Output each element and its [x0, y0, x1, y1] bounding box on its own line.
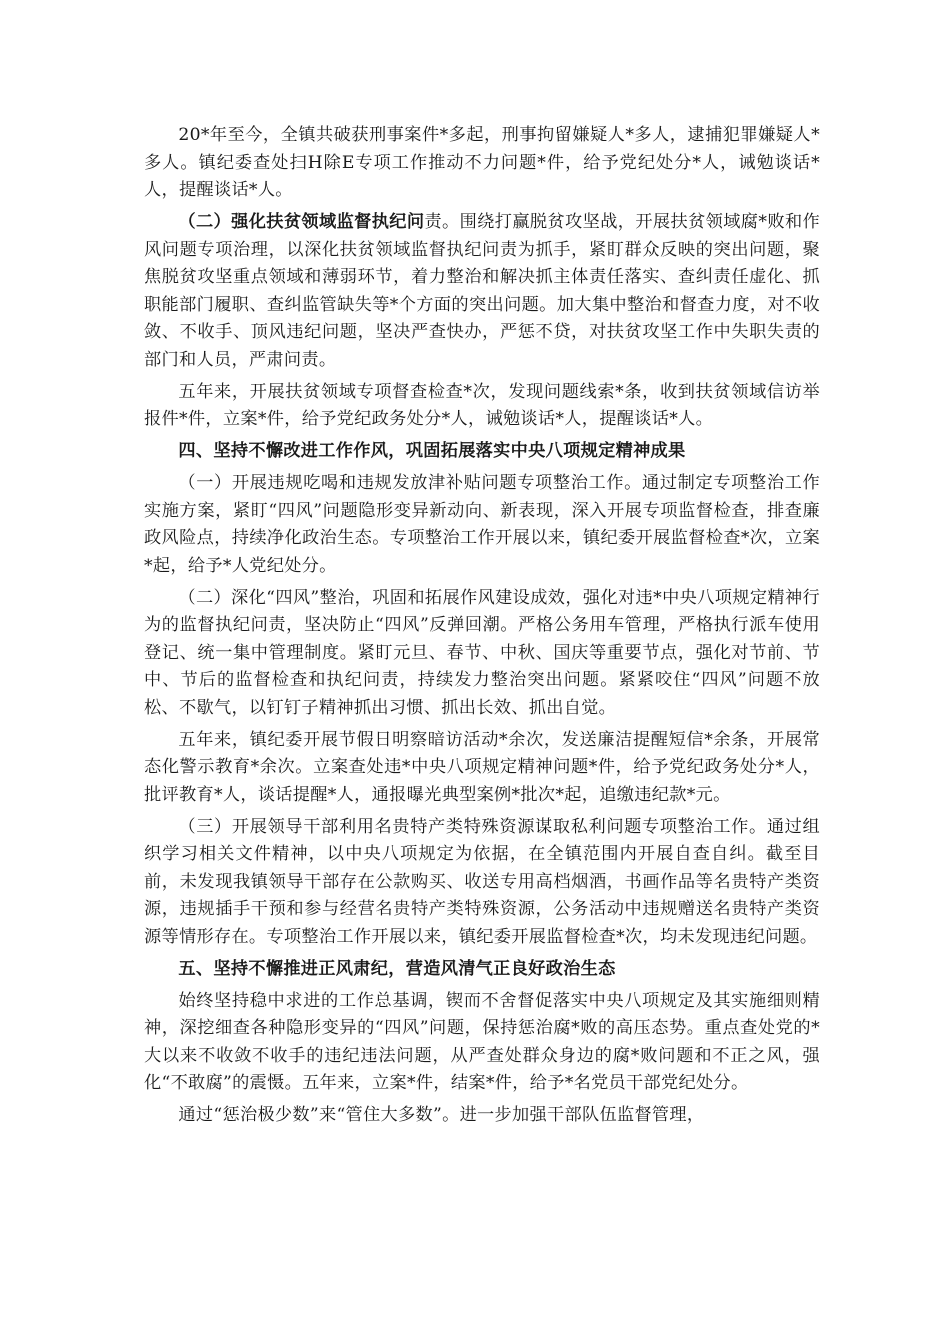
- paragraph-cadre-supervision: 通过“惩治极少数”来“管住大多数”。进一步加强干部队伍监督管理，: [178, 1105, 705, 1125]
- paragraph-four-winds-rectification: （二）深化“四风”整治，巩固和拓展作风建设成效，强化对违*中央八项规定精神行为的监督执纪问责，坚决防止“四风”反弹回潮。严格公务用车管理，严格执行派车使用登记、统一集中管理制度。紧盯元旦、春节、中秋、国庆等重要节点，强化对节前、节中、节后的监督检查和执纪问责，持续发力整治突出问题。紧紧咬住“四风”问题不放松、不歇气，以钉钉子精神抓出习惯、抓出长效、抓出自觉。: [144, 587, 820, 718]
- paragraph-anti-corruption-pressure: 始终坚持稳中求进的工作总基调，锲而不舍督促落实中央八项规定及其实施细则精神，深挖细查各种隐形变异的“四风”问题，保持惩治腐*败的高压态势。重点查处党的*大以来不收敛不收手的违纪违法问题，从严查处群众身边的腐*败问题和不正之风，强化“不敢腐”的震慑。五年来，立案*件，结案*件，给予*名党员干部党纪处分。: [144, 990, 820, 1093]
- paragraph-specialty-resources-rectification: （三）开展领导干部利用名贵特产类特殊资源谋取私利问题专项整治工作。通过组织学习相关文件精神，以中央八项规定为依据，在全镇范围内开展自查自纠。截至目前，未发现我镇领导干部存在公款购买、收送专用高档烟酒，书画作品等名贵特产类资源，违规插手干预和参与经营名贵特产类特殊资源，公务活动中违规赠送名贵特产类资源等情形存在。专项整治工作开展以来，镇纪委开展监督检查*次，均未发现违纪问题。: [144, 816, 820, 947]
- paragraph-holiday-inspection-results: 五年来，镇纪委开展节假日明察暗访活动*余次，发送廉洁提醒短信*余条，开展常态化警示教育*余次。立案查处违*中央八项规定精神问题*件，给予党纪政务处分*人，批评教育*人，谈话提醒*人，通报曝光典型案例*批次*起，追缴违纪款*元。: [144, 729, 820, 805]
- paragraph-poverty-supervision: [144, 209, 820, 374]
- section-heading-four: 四、坚持不懈改进工作作风，巩固拓展落实中央八项规定精神成果: [178, 441, 686, 461]
- paragraph-poverty-results: 五年来，开展扶贫领域专项督查检查*次，发现问题线索*条，收到扶贫领域信访举报件*件，立案*件，给予党纪政务处分*人，诫勉谈话*人，提醒谈话*人。: [144, 381, 820, 429]
- paragraph-lead-heading: （二）强化扶贫领域监督执纪问: [178, 212, 425, 232]
- paragraph-body-text: 责。围绕打赢脱贫攻坚战，开展扶贫领域腐*败和作风问题专项治理，以深化扶贫领域监督执纪问责为抓手，紧盯群众反映的突出问题，聚焦脱贫攻坚重点领域和薄弱环节，着力整治和解决抓主体责任落实、查纠责任虚化、抓职能部门履职、查纠监管缺失等*个方面的突出问题。加大集中整治和督查力度，对不收敛、不收手、顶风违纪问题，坚决严查快办，严惩不贷，对扶贫攻坚工作中失职失责的部门和人员，严肃问责。: [144, 212, 821, 370]
- paragraph-dining-subsidy-rectification: （一）开展违规吃喝和违规发放津补贴问题专项整治工作。通过制定专项整治工作实施方案，紧盯“四风”问题隐形变异新动向、新表现，深入开展专项监督检查，排查廉政风险点，持续净化政治生态。专项整治工作开展以来，镇纪委开展监督检查*次，立案*起，给予*人党纪处分。: [144, 473, 820, 576]
- section-heading-five: 五、坚持不懈推进正风肃纪，营造风清气正良好政治生态: [178, 958, 616, 979]
- paragraph-crime-statistics: 20*年至今，全镇共破获刑事案件*多起，刑事拘留嫌疑人*多人，逮捕犯罪嫌疑人*多人。镇纪委查处扫H除E专项工作推动不力问题*件，给予党纪处分*人，诫勉谈话*人，提醒谈话*人。: [144, 125, 820, 200]
- document-body: [144, 122, 820, 1130]
